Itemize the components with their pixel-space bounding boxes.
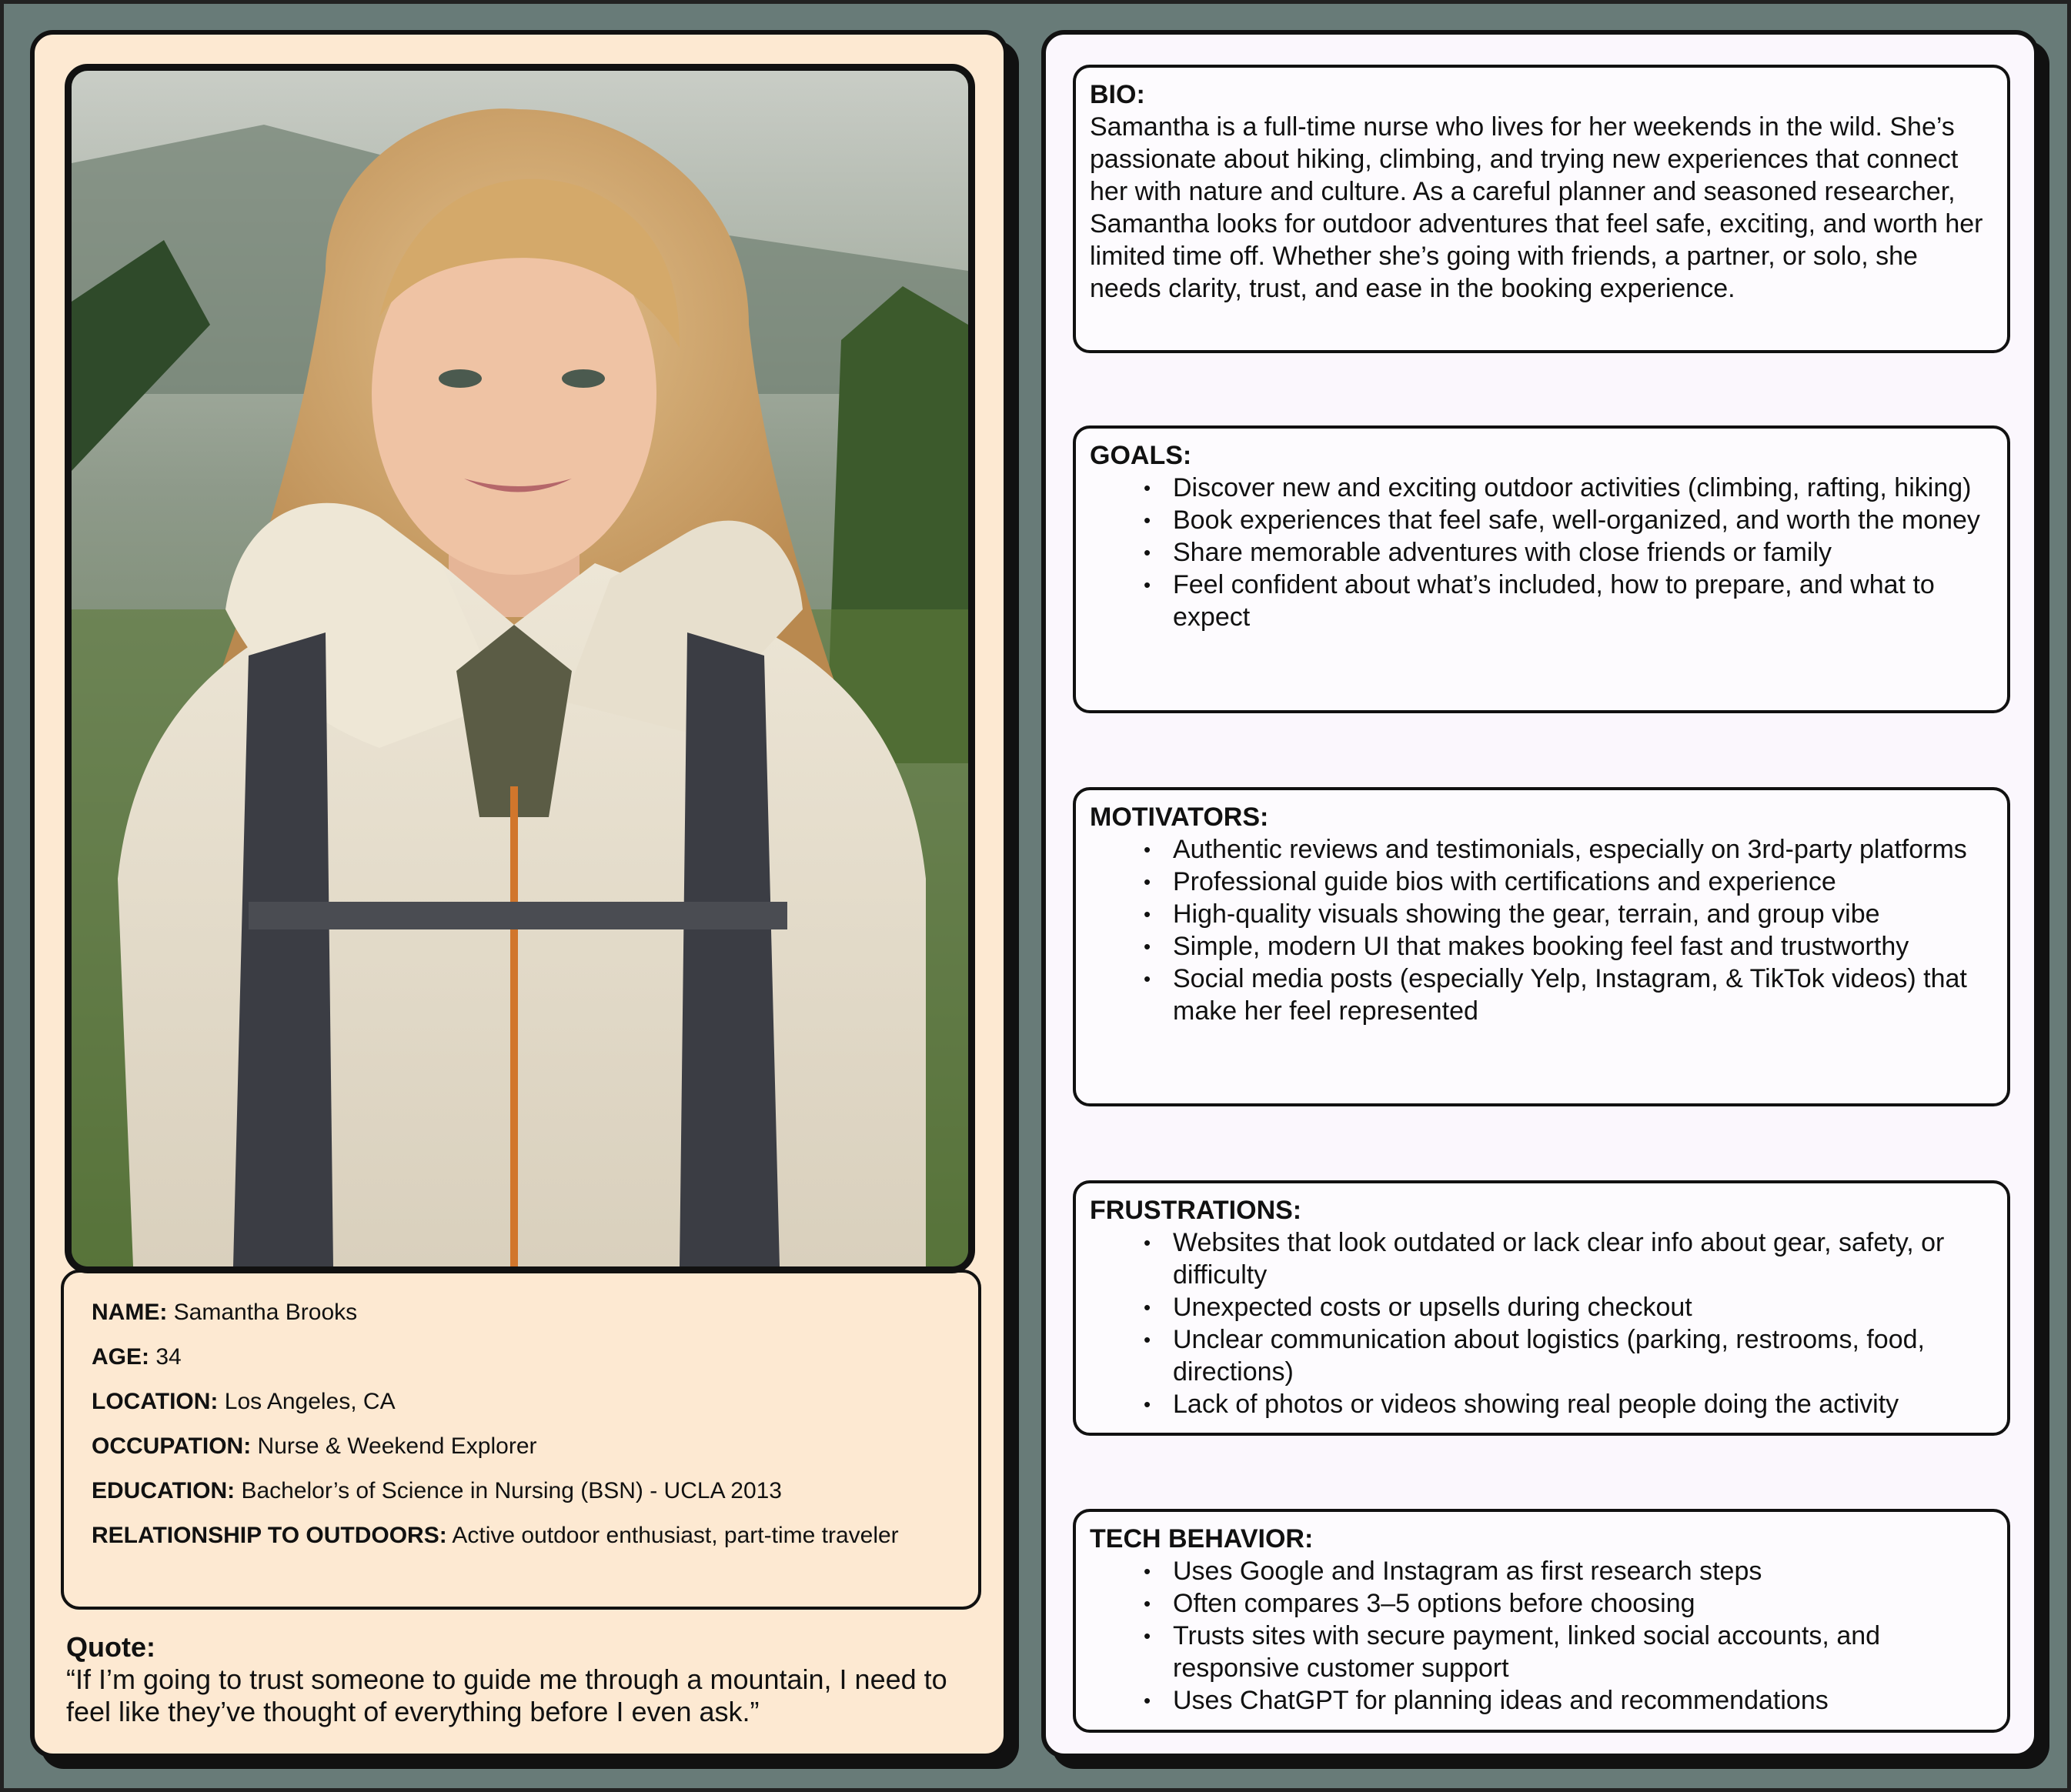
motivators-title: MOTIVATORS: <box>1090 803 1269 832</box>
portrait-illustration <box>72 71 968 1266</box>
list-item: • Uses Google and Instagram as first research steps <box>1144 1555 1993 1587</box>
frustrations-section <box>1073 1180 2010 1436</box>
quote-title: Quote: <box>66 1631 155 1663</box>
list-item: • Book experiences that feel safe, well-organized, and worth the money <box>1144 504 1993 536</box>
motivators-section <box>1073 787 2010 1106</box>
quote-text: “If I’m going to trust someone to guide me through a mountain, I need to feel like they’ve thought of everything before I even ask.” <box>66 1664 947 1727</box>
bio-text: Samantha is a full-time nurse who lives for her weekends in the wild. She’s passionate about hiking, climbing, and trying new experiences that connect her with nature and culture. As a careful planner and seasoned researcher, Samantha looks for outdoor adventures that feel safe, exciting, and worth her limited time off. Whether she’s going with friends, a partner, or solo, she needs clarity, trust, and ease in the booking experience. <box>1090 112 1983 303</box>
list-item: • Share memorable adventures with close friends or family <box>1144 536 1993 569</box>
frustrations-list <box>1090 1226 1993 1420</box>
location-row: LOCATION: Los Angeles, CA <box>92 1389 396 1414</box>
education-row: EDUCATION: Bachelor’s of Science in Nursing (BSN) - UCLA 2013 <box>92 1478 782 1503</box>
profile-panel <box>30 30 1008 1758</box>
list-item: • Unexpected costs or upsells during checkout <box>1144 1291 1993 1323</box>
list-item: • Professional guide bios with certifications and experience <box>1144 866 1993 898</box>
quote-block <box>66 1631 990 1728</box>
motivators-list <box>1090 833 1993 1027</box>
profile-photo <box>65 64 975 1273</box>
list-item: • Often compares 3–5 options before choosing <box>1144 1587 1993 1620</box>
list-item: • Uses ChatGPT for planning ideas and recommendations <box>1144 1684 1993 1717</box>
goals-section <box>1073 425 2010 713</box>
profile-details-card <box>61 1270 981 1610</box>
list-item: • Websites that look outdated or lack clear info about gear, safety, or difficulty <box>1144 1226 1993 1291</box>
list-item: • Discover new and exciting outdoor activities (climbing, rafting, hiking) <box>1144 472 1993 504</box>
name-row: NAME: Samantha Brooks <box>92 1300 358 1325</box>
bio-section <box>1073 65 2010 353</box>
bio-title: BIO: <box>1090 80 1145 109</box>
outdoors-relationship-row: RELATIONSHIP TO OUTDOORS: Active outdoor enthusiast, part-time traveler <box>92 1523 899 1548</box>
list-item: • Trusts sites with secure payment, linked social accounts, and responsive customer support <box>1144 1620 1993 1684</box>
age-row: AGE: 34 <box>92 1344 182 1370</box>
list-item: • High-quality visuals showing the gear, terrain, and group vibe <box>1144 898 1993 930</box>
list-item: • Feel confident about what’s included, how to prepare, and what to expect <box>1144 569 1993 633</box>
list-item: • Lack of photos or videos showing real people doing the activity <box>1144 1388 1993 1420</box>
list-item: • Authentic reviews and testimonials, especially on 3rd-party platforms <box>1144 833 1993 866</box>
tech-behavior-title: TECH BEHAVIOR: <box>1090 1524 1314 1553</box>
tech-behavior-section <box>1073 1509 2010 1733</box>
list-item: • Simple, modern UI that makes booking feel fast and trustworthy <box>1144 930 1993 963</box>
goals-title: GOALS: <box>1090 441 1192 470</box>
tech-behavior-list <box>1090 1555 1993 1717</box>
goals-list <box>1090 472 1993 633</box>
list-item: • Social media posts (especially Yelp, Instagram, & TikTok videos) that make her feel represented <box>1144 963 1993 1027</box>
list-item: • Unclear communication about logistics (parking, restrooms, food, directions) <box>1144 1323 1993 1388</box>
frustrations-title: FRUSTRATIONS: <box>1090 1196 1302 1225</box>
details-panel <box>1041 30 2039 1758</box>
occupation-row: OCCUPATION: Nurse & Weekend Explorer <box>92 1433 537 1459</box>
